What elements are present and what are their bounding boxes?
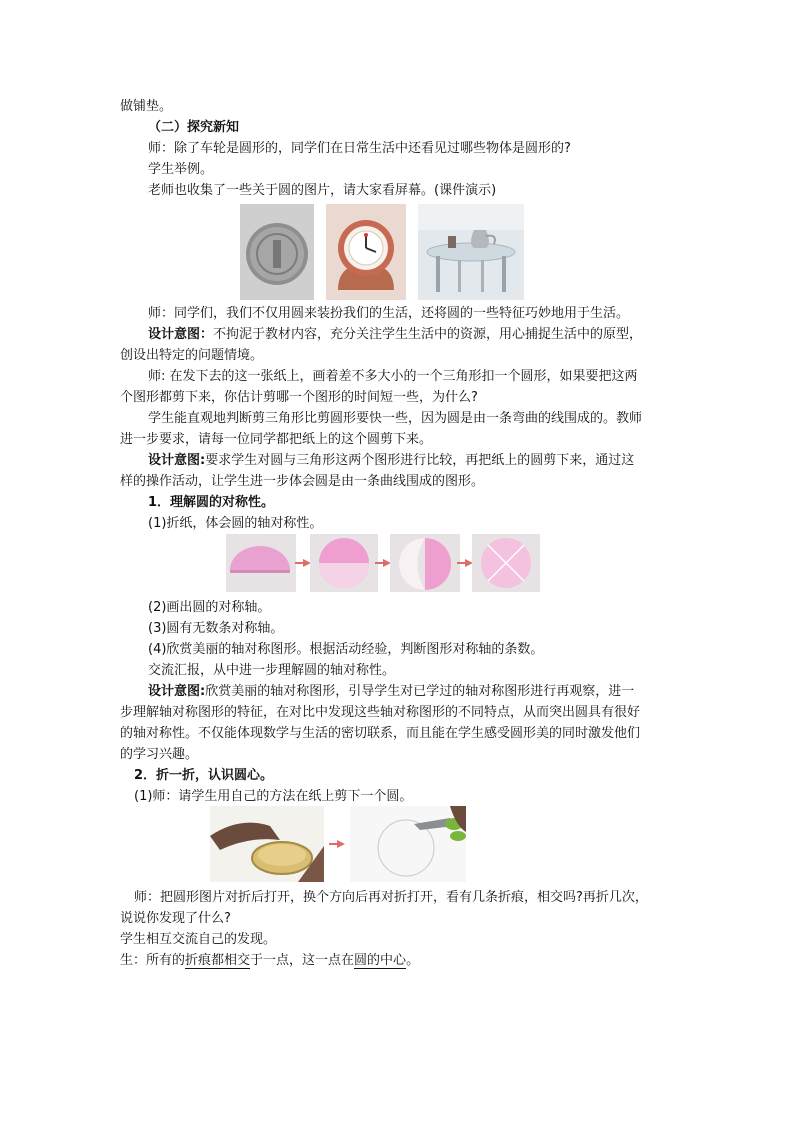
text-line: 老师也收集了一些关于圆的图片，请大家看屏幕。(课件演示)	[148, 183, 497, 198]
answer-blank-center: 圆的中心	[354, 953, 407, 968]
subsection-heading: 2．折一折，认识圆心。	[134, 768, 274, 783]
fold-step-1-image	[226, 534, 296, 592]
design-intent-label: 设计意图:	[148, 453, 206, 468]
text-line: 师: 在发下去的这一张纸上，画着差不多大小的一个三角形扣一个圆形，如果要把这两	[148, 369, 638, 384]
text-line: 做铺垫。	[120, 99, 173, 114]
text-line: 师：除了车轮是圆形的，同学们在日常生活中还看见过哪些物体是圆形的?	[148, 141, 571, 156]
text-line: 步理解轴对称图形的特征，在对比中发现这些轴对称图形的不同特点，从而突出圆具有很好	[120, 705, 641, 720]
tracing-circle-photo	[210, 806, 324, 882]
text-line: (2)画出圆的对称轴。	[148, 600, 271, 615]
design-intent-paragraph	[148, 325, 642, 345]
text-line: (3)圆有无数条对称轴。	[148, 621, 284, 636]
student-answer-line	[120, 951, 419, 971]
text-line: 学生相互交流自己的发现。	[120, 932, 277, 947]
subsection-heading: 1．理解圆的对称性。	[148, 495, 275, 510]
section-heading: （二）探究新知	[148, 120, 240, 135]
design-intent-text: 欣赏美丽的轴对称图形，引导学生对已学过的轴对称图形进行再观察，进一	[205, 684, 635, 699]
fold-step-2-image	[310, 534, 378, 592]
design-intent-paragraph	[148, 682, 634, 702]
text-line: 师：把圆形图片对折后打开，换个方向后再对折打开，看有几条折痕，相交吗?再折几次，	[134, 890, 648, 905]
answer-blank-creases: 折痕都相交	[185, 953, 251, 968]
text-line: 交流汇报，从中进一步理解圆的轴对称性。	[148, 663, 396, 678]
text-line: 创设出特定的问题情境。	[120, 348, 264, 363]
text-line: (1)师：请学生用自己的方法在纸上剪下一个圆。	[134, 789, 413, 804]
cutting-circle-photo	[350, 806, 466, 882]
answer-suffix: 。	[406, 953, 420, 968]
design-intent-text: 不拘泥于教材内容，充分关注学生生活中的资源，用心捕捉生活中的原型，	[213, 327, 643, 342]
text-line: 学生举例。	[148, 162, 214, 177]
fold-step-3-image	[390, 534, 460, 592]
table-photo	[418, 204, 524, 300]
clock-photo	[326, 204, 406, 300]
arrow-icon	[337, 840, 345, 848]
text-line: 的学习兴趣。	[120, 747, 199, 762]
text-line: 进一步要求，请每一位同学都把纸上的这个圆剪下来。	[120, 432, 433, 447]
text-line: 说说你发现了什么?	[120, 911, 231, 926]
text-line: (1)折纸，体会圆的轴对称性。	[148, 516, 323, 531]
coin-photo	[240, 204, 314, 300]
text-line: 样的操作活动，让学生进一步体会圆是由一条曲线围成的图形。	[120, 474, 485, 489]
design-intent-text: 要求学生对圆与三角形这两个图形进行比较，再把纸上的圆剪下来，通过这	[205, 453, 635, 468]
text-line: 学生能直观地判断剪三角形比剪圆形要快一些，因为圆是由一条弯曲的线围成的。教师	[148, 411, 643, 426]
text-line: 个图形都剪下来，你估计剪哪一个图形的时间短一些，为什么?	[120, 390, 478, 405]
fold-step-4-image	[472, 534, 540, 592]
answer-middle: 于一点，这一点在	[250, 953, 355, 968]
design-intent-label: 设计意图：	[148, 327, 214, 342]
text-line: 师：同学们，我们不仅用圆来装扮我们的生活，还将圆的一些特征巧妙地用于生活。	[148, 306, 630, 321]
text-line: (4)欣赏美丽的轴对称图形。根据活动经验，判断图形对称轴的条数。	[148, 642, 544, 657]
design-intent-paragraph	[148, 451, 634, 471]
answer-prefix: 生：所有的	[120, 953, 186, 968]
text-line: 的轴对称性。不仅能体现数学与生活的密切联系，而且能在学生感受圆形美的同时激发他们	[120, 726, 641, 741]
design-intent-label: 设计意图:	[148, 684, 206, 699]
